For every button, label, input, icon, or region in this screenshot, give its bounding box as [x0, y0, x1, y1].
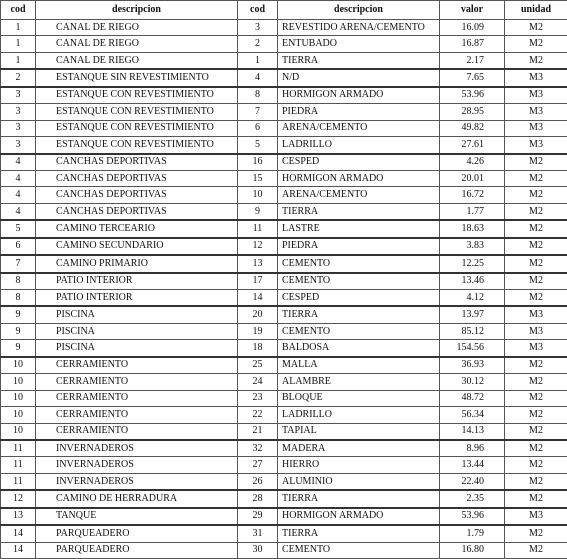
cell-descripcion-2: N/D	[278, 69, 440, 86]
table-row	[1, 508, 567, 525]
table-row	[1, 542, 567, 558]
cell-cod-2: 12	[238, 238, 278, 255]
table-row	[1, 187, 567, 203]
cell-unidad: M2	[505, 187, 567, 203]
header-descripcion: descripcion	[36, 1, 238, 20]
cell-valor: 49.82	[440, 120, 505, 136]
table-row	[1, 473, 567, 490]
table-row	[1, 170, 567, 186]
cell-valor: 28.95	[440, 104, 505, 120]
cell-descripcion-2: CEMENTO	[278, 273, 440, 290]
cell-descripcion: CAMINO DE HERRADURA	[36, 490, 238, 507]
cell-descripcion-2: TIERRA	[278, 306, 440, 323]
cell-valor: 13.97	[440, 306, 505, 323]
cell-cod: 10	[1, 423, 36, 440]
cell-unidad: M3	[505, 137, 567, 154]
cell-unidad: M2	[505, 290, 567, 307]
cell-cod-2: 27	[238, 457, 278, 473]
cell-unidad: M2	[505, 473, 567, 490]
cell-valor: 85.12	[440, 323, 505, 339]
cell-cod: 3	[1, 87, 36, 104]
cell-cod: 10	[1, 357, 36, 374]
cell-descripcion-2: TIERRA	[278, 203, 440, 220]
table-row	[1, 104, 567, 120]
cell-cod: 2	[1, 69, 36, 86]
cell-cod-2: 30	[238, 542, 278, 558]
cell-cod-2: 2	[238, 36, 278, 52]
cell-unidad: M2	[505, 440, 567, 457]
cell-valor: 1.79	[440, 525, 505, 542]
cell-valor: 30.12	[440, 374, 505, 390]
cell-cod: 1	[1, 20, 36, 36]
cell-unidad: M2	[505, 374, 567, 390]
table-row	[1, 137, 567, 154]
cell-valor: 16.09	[440, 20, 505, 36]
cell-cod: 8	[1, 273, 36, 290]
cell-descripcion: INVERNADEROS	[36, 440, 238, 457]
cell-cod: 3	[1, 120, 36, 136]
cell-descripcion-2: REVESTIDO ARENA/CEMENTO	[278, 20, 440, 36]
cell-descripcion: PARQUEADERO	[36, 525, 238, 542]
table-row	[1, 306, 567, 323]
table-row	[1, 255, 567, 272]
cell-unidad: M2	[505, 36, 567, 52]
cell-cod: 9	[1, 340, 36, 357]
cell-cod-2: 32	[238, 440, 278, 457]
cell-descripcion: PATIO INTERIOR	[36, 290, 238, 307]
table-row	[1, 120, 567, 136]
cell-cod-2: 25	[238, 357, 278, 374]
cell-cod: 4	[1, 154, 36, 171]
cell-unidad: M2	[505, 457, 567, 473]
cell-cod-2: 5	[238, 137, 278, 154]
cell-cod-2: 9	[238, 203, 278, 220]
cell-unidad: M2	[505, 490, 567, 507]
cell-descripcion: ESTANQUE CON REVESTIMIENTO	[36, 137, 238, 154]
cell-descripcion-2: ARENA/CEMENTO	[278, 187, 440, 203]
cell-unidad: M2	[505, 20, 567, 36]
cell-unidad: M3	[505, 69, 567, 86]
cell-descripcion: PISCINA	[36, 323, 238, 339]
cell-cod-2: 20	[238, 306, 278, 323]
cell-valor: 36.93	[440, 357, 505, 374]
cell-descripcion-2: BLOQUE	[278, 390, 440, 406]
table-row	[1, 323, 567, 339]
cell-descripcion: ESTANQUE CON REVESTIMIENTO	[36, 120, 238, 136]
cell-cod: 4	[1, 203, 36, 220]
cell-valor: 53.96	[440, 87, 505, 104]
cell-cod: 7	[1, 255, 36, 272]
cell-cod-2: 11	[238, 220, 278, 237]
cell-descripcion-2: LADRILLO	[278, 407, 440, 423]
table-row	[1, 290, 567, 307]
table-row	[1, 52, 567, 69]
table-row	[1, 357, 567, 374]
cell-unidad: M3	[505, 104, 567, 120]
table-row	[1, 20, 567, 36]
header-row	[1, 1, 567, 20]
cell-descripcion-2: BALDOSA	[278, 340, 440, 357]
cell-descripcion: CANAL DE RIEGO	[36, 36, 238, 52]
cell-descripcion-2: LASTRE	[278, 220, 440, 237]
cell-descripcion-2: HORMIGON ARMADO	[278, 170, 440, 186]
cell-cod-2: 17	[238, 273, 278, 290]
cell-descripcion: INVERNADEROS	[36, 457, 238, 473]
cell-cod-2: 1	[238, 52, 278, 69]
table-row	[1, 69, 567, 86]
cell-valor: 56.34	[440, 407, 505, 423]
cell-descripcion: CAMINO PRIMARIO	[36, 255, 238, 272]
cell-unidad: M3	[505, 306, 567, 323]
cell-descripcion-2: MALLA	[278, 357, 440, 374]
cell-valor: 16.72	[440, 187, 505, 203]
cell-cod: 4	[1, 187, 36, 203]
cell-cod: 10	[1, 407, 36, 423]
cell-cod: 9	[1, 306, 36, 323]
table-body	[1, 20, 567, 559]
header-valor: valor	[440, 1, 505, 20]
cell-cod-2: 14	[238, 290, 278, 307]
cell-descripcion: CERRAMIENTO	[36, 423, 238, 440]
cell-cod: 1	[1, 52, 36, 69]
cell-valor: 4.26	[440, 154, 505, 171]
cell-descripcion-2: TIERRA	[278, 52, 440, 69]
cell-cod: 10	[1, 390, 36, 406]
cell-unidad: M3	[505, 323, 567, 339]
cell-descripcion: INVERNADEROS	[36, 473, 238, 490]
cell-cod: 5	[1, 220, 36, 237]
cell-cod: 13	[1, 508, 36, 525]
cell-valor: 2.17	[440, 52, 505, 69]
cell-descripcion-2: TIERRA	[278, 490, 440, 507]
cell-descripcion: CERRAMIENTO	[36, 357, 238, 374]
cell-cod: 1	[1, 36, 36, 52]
cell-descripcion-2: CESPED	[278, 154, 440, 171]
cell-descripcion: PISCINA	[36, 340, 238, 357]
cell-descripcion: CAMINO SECUNDARIO	[36, 238, 238, 255]
cell-unidad: M3	[505, 508, 567, 525]
cell-unidad: M2	[505, 390, 567, 406]
cell-cod: 11	[1, 473, 36, 490]
table-row	[1, 407, 567, 423]
cell-cod-2: 13	[238, 255, 278, 272]
cell-unidad: M2	[505, 273, 567, 290]
cell-descripcion: PATIO INTERIOR	[36, 273, 238, 290]
cell-unidad: M2	[505, 255, 567, 272]
table-row	[1, 238, 567, 255]
header-unidad: unidad	[505, 1, 567, 20]
cell-cod: 9	[1, 323, 36, 339]
cell-descripcion: PARQUEADERO	[36, 542, 238, 558]
cell-unidad: M2	[505, 525, 567, 542]
cell-descripcion-2: HORMIGON ARMADO	[278, 508, 440, 525]
cell-descripcion-2: HIERRO	[278, 457, 440, 473]
cell-unidad: M3	[505, 87, 567, 104]
cell-valor: 12.25	[440, 255, 505, 272]
cell-unidad: M2	[505, 407, 567, 423]
cell-descripcion: CERRAMIENTO	[36, 374, 238, 390]
cell-unidad: M2	[505, 52, 567, 69]
cell-descripcion: CERRAMIENTO	[36, 407, 238, 423]
table-row	[1, 423, 567, 440]
cell-descripcion-2: CESPED	[278, 290, 440, 307]
cell-valor: 53.96	[440, 508, 505, 525]
table-row	[1, 273, 567, 290]
cell-valor: 16.87	[440, 36, 505, 52]
cell-valor: 7.65	[440, 69, 505, 86]
table-row	[1, 390, 567, 406]
cell-cod-2: 16	[238, 154, 278, 171]
cell-descripcion-2: HORMIGON ARMADO	[278, 87, 440, 104]
cell-descripcion-2: PIEDRA	[278, 104, 440, 120]
cell-valor: 14.13	[440, 423, 505, 440]
cell-descripcion-2: ALUMINIO	[278, 473, 440, 490]
cell-valor: 48.72	[440, 390, 505, 406]
cell-descripcion: CAMINO TERCEARIO	[36, 220, 238, 237]
cell-cod-2: 10	[238, 187, 278, 203]
cell-cod-2: 31	[238, 525, 278, 542]
table-row	[1, 87, 567, 104]
cell-descripcion: TANQUE	[36, 508, 238, 525]
cell-descripcion-2: ALAMBRE	[278, 374, 440, 390]
cell-valor: 20.01	[440, 170, 505, 186]
cell-unidad: M2	[505, 238, 567, 255]
cell-valor: 154.56	[440, 340, 505, 357]
cell-cod-2: 24	[238, 374, 278, 390]
cell-unidad: M2	[505, 170, 567, 186]
cell-descripcion: CANCHAS DEPORTIVAS	[36, 203, 238, 220]
table-row	[1, 374, 567, 390]
cell-descripcion: ESTANQUE CON REVESTIMIENTO	[36, 104, 238, 120]
cell-cod: 11	[1, 440, 36, 457]
cell-descripcion: CANCHAS DEPORTIVAS	[36, 170, 238, 186]
table-row	[1, 203, 567, 220]
cell-cod: 12	[1, 490, 36, 507]
cell-cod-2: 8	[238, 87, 278, 104]
cell-cod-2: 3	[238, 20, 278, 36]
table-row	[1, 440, 567, 457]
cell-cod-2: 22	[238, 407, 278, 423]
cell-valor: 2.35	[440, 490, 505, 507]
cell-cod: 14	[1, 542, 36, 558]
cell-unidad: M2	[505, 542, 567, 558]
cell-descripcion: ESTANQUE SIN REVESTIMIENTO	[36, 69, 238, 86]
cell-valor: 16.80	[440, 542, 505, 558]
cell-unidad: M2	[505, 220, 567, 237]
cell-cod-2: 19	[238, 323, 278, 339]
cell-cod: 3	[1, 137, 36, 154]
cell-cod-2: 18	[238, 340, 278, 357]
cell-descripcion-2: MADERA	[278, 440, 440, 457]
cell-descripcion: CANCHAS DEPORTIVAS	[36, 154, 238, 171]
cell-descripcion: CANAL DE RIEGO	[36, 20, 238, 36]
cell-cod: 6	[1, 238, 36, 255]
cell-descripcion: PISCINA	[36, 306, 238, 323]
cell-cod: 3	[1, 104, 36, 120]
cell-descripcion-2: LADRILLO	[278, 137, 440, 154]
cell-descripcion: CANAL DE RIEGO	[36, 52, 238, 69]
cell-valor: 1.77	[440, 203, 505, 220]
cell-valor: 3.83	[440, 238, 505, 255]
cell-unidad: M3	[505, 340, 567, 357]
table-row	[1, 36, 567, 52]
cell-cod-2: 23	[238, 390, 278, 406]
cell-unidad: M3	[505, 120, 567, 136]
cell-unidad: M2	[505, 423, 567, 440]
cell-cod-2: 26	[238, 473, 278, 490]
cell-descripcion-2: CEMENTO	[278, 323, 440, 339]
header-cod-2: cod	[238, 1, 278, 20]
cell-cod: 14	[1, 525, 36, 542]
cell-valor: 18.63	[440, 220, 505, 237]
cell-descripcion-2: CEMENTO	[278, 542, 440, 558]
cell-descripcion: CANCHAS DEPORTIVAS	[36, 187, 238, 203]
cell-unidad: M2	[505, 357, 567, 374]
cell-cod-2: 6	[238, 120, 278, 136]
cell-cod-2: 7	[238, 104, 278, 120]
cell-cod-2: 29	[238, 508, 278, 525]
cell-descripcion-2: TIERRA	[278, 525, 440, 542]
table-row	[1, 490, 567, 507]
cell-descripcion-2: TAPIAL	[278, 423, 440, 440]
cell-cod: 11	[1, 457, 36, 473]
cell-descripcion-2: PIEDRA	[278, 238, 440, 255]
cell-valor: 27.61	[440, 137, 505, 154]
cell-descripcion-2: ENTUBADO	[278, 36, 440, 52]
cell-cod: 10	[1, 374, 36, 390]
cell-valor: 13.44	[440, 457, 505, 473]
cell-cod: 8	[1, 290, 36, 307]
cell-valor: 8.96	[440, 440, 505, 457]
table-row	[1, 457, 567, 473]
cell-cod-2: 4	[238, 69, 278, 86]
cell-valor: 13.46	[440, 273, 505, 290]
table-row	[1, 525, 567, 542]
header-cod: cod	[1, 1, 36, 20]
cell-cod-2: 15	[238, 170, 278, 186]
table-row	[1, 220, 567, 237]
cell-unidad: M2	[505, 203, 567, 220]
header-descripcion-2: descripcion	[278, 1, 440, 20]
table-row	[1, 340, 567, 357]
table-row	[1, 154, 567, 171]
cell-descripcion-2: ARENA/CEMENTO	[278, 120, 440, 136]
cell-cod: 4	[1, 170, 36, 186]
cell-cod-2: 28	[238, 490, 278, 507]
cell-descripcion: ESTANQUE CON REVESTIMIENTO	[36, 87, 238, 104]
cell-valor: 22.40	[440, 473, 505, 490]
cell-valor: 4.12	[440, 290, 505, 307]
cell-unidad: M2	[505, 154, 567, 171]
cell-descripcion: CERRAMIENTO	[36, 390, 238, 406]
cell-cod-2: 21	[238, 423, 278, 440]
cell-descripcion-2: CEMENTO	[278, 255, 440, 272]
